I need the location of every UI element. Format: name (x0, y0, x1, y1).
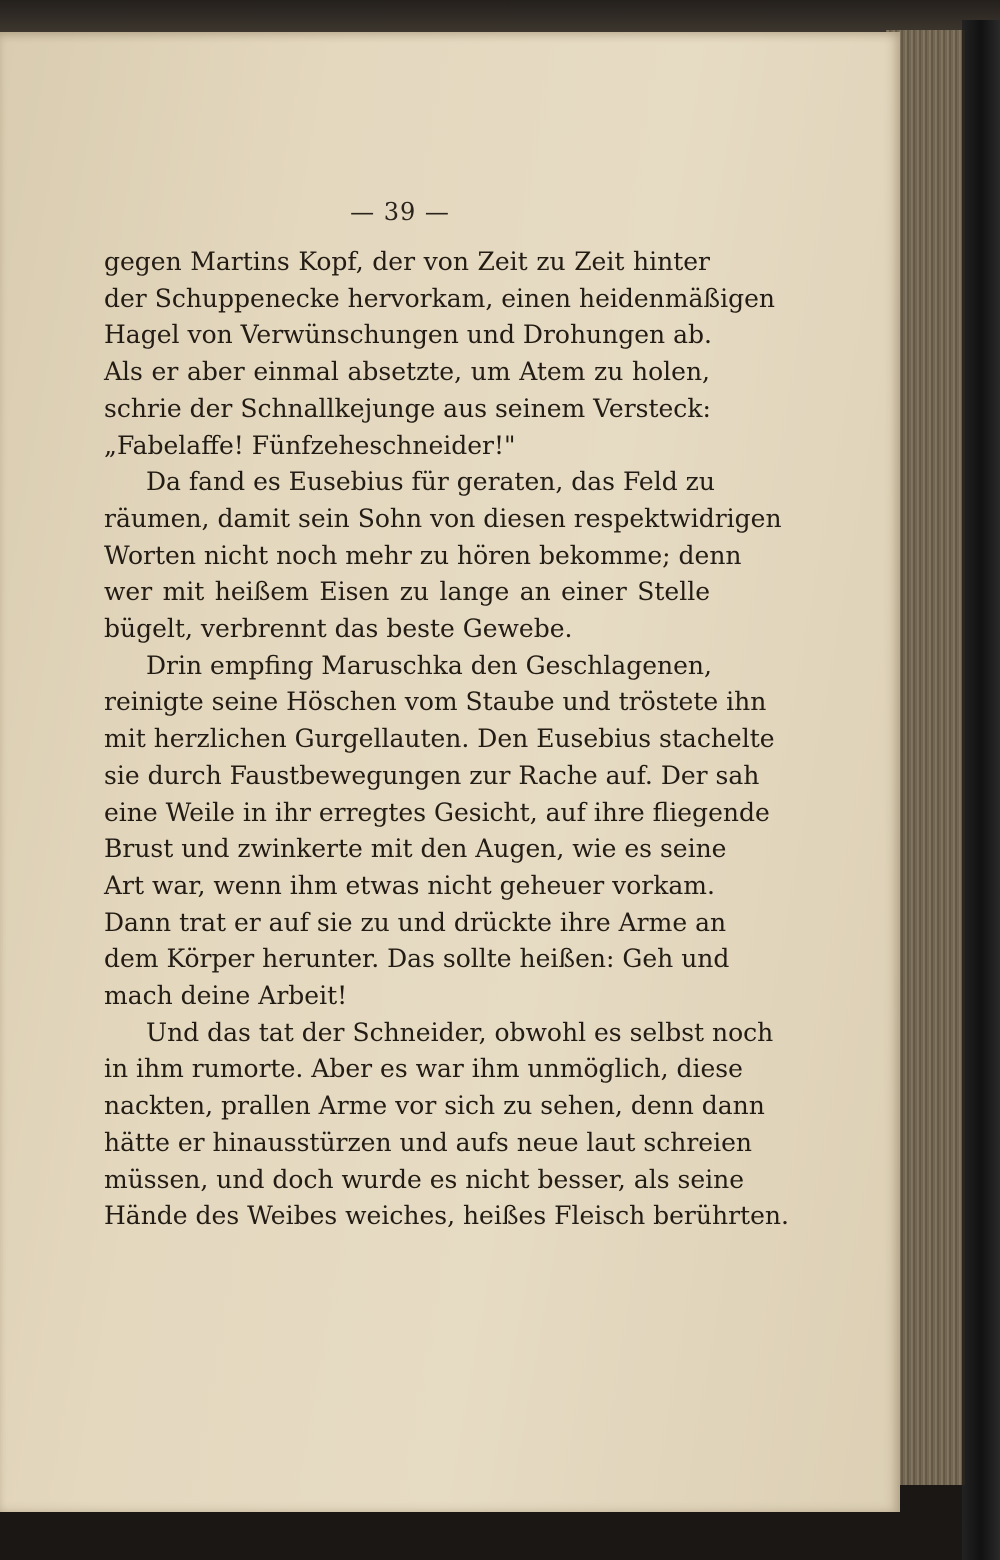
text-line: reinigte seine Höschen vom Staube und tröstete ihn (104, 687, 767, 717)
text-line: sie durch Faustbewegungen zur Rache auf. Der sah (104, 760, 760, 790)
page-text (104, 244, 789, 1235)
text-line: Hagel von Verwünschungen und Drohungen ab. (104, 320, 712, 350)
text-line: Art war, wenn ihm etwas nicht geheuer vorkam. (104, 870, 715, 900)
text-line: Als er aber einmal absetzte, um Atem zu holen, (104, 357, 710, 387)
text-line: nackten, prallen Arme vor sich zu sehen, denn dann (104, 1091, 765, 1121)
text-line: Und das tat der Schneider, obwohl es selbst noch (146, 1017, 774, 1047)
text-line: „Fabelaffe! Fünfzeheschneider!" (104, 430, 516, 460)
book-spine (962, 20, 1000, 1560)
text-line: schrie der Schnallkejunge aus seinem Versteck: (104, 393, 711, 423)
text-line: wer mit heißem Eisen zu lange an einer Stelle (104, 577, 710, 607)
text-line: eine Weile in ihr erregtes Gesicht, auf ihre fliegende (104, 797, 770, 827)
text-line: Drin empfing Maruschka den Geschlagenen, (146, 650, 712, 680)
text-line: räumen, damit sein Sohn von diesen respektwidrigen (104, 503, 782, 533)
text-line: Hände des Weibes weiches, heißes Fleisch berührten. (104, 1201, 789, 1231)
text-line: gegen Martins Kopf, der von Zeit zu Zeit hinter (104, 247, 710, 276)
text-line: müssen, und doch wurde es nicht besser, als seine (104, 1164, 745, 1194)
text-line: Brust und zwinkerte mit den Augen, wie es seine (104, 834, 727, 864)
text-line: in ihm rumorte. Aber es war ihm unmöglich, diese (104, 1054, 743, 1084)
text-line: dem Körper herunter. Das sollte heißen: Geh und (104, 944, 730, 974)
text-line: hätte er hinausstürzen und aufs neue laut schreien (104, 1127, 752, 1157)
text-line: mit herzlichen Gurgellauten. Den Eusebius stachelte (104, 724, 775, 754)
text-line: bügelt, verbrennt das beste Gewebe. (104, 614, 573, 644)
page-number: — 39 — (350, 198, 450, 226)
text-line: Worten nicht noch mehr zu hören bekomme; denn (104, 540, 742, 570)
text-line: Da fand es Eusebius für geraten, das Feld zu (146, 467, 715, 497)
text-line: der Schuppenecke hervorkam, einen heidenmäßigen (104, 283, 775, 313)
text-line: Dann trat er auf sie zu und drückte ihre Arme an (104, 907, 727, 937)
text-line: mach deine Arbeit! (104, 981, 348, 1011)
